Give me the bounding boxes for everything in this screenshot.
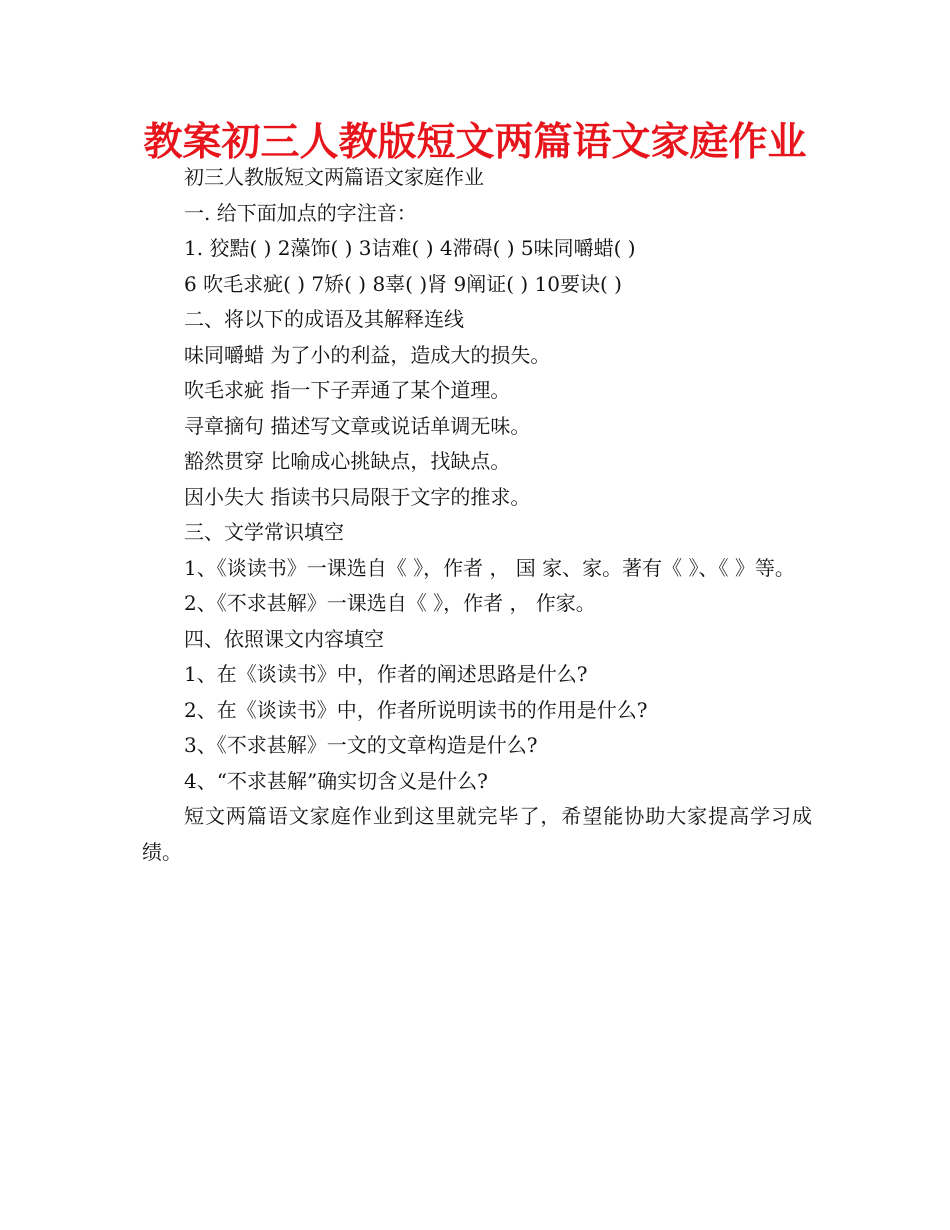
idiom-line: 豁然贯穿 比喻成心挑缺点，找缺点。: [184, 449, 511, 473]
literature-question-1: 1、《谈读书》一课选自《 》，作者 ， 国 家、家。著有《 》、《 》等。: [184, 555, 795, 580]
section-heading-4: 四、依照课文内容填空: [184, 626, 384, 651]
section-heading-3: 三、文学常识填空: [184, 520, 344, 544]
content-question: 3、《不求甚解》一文的文章构造是什么?: [184, 733, 538, 757]
literature-question-2: 2、《不求甚解》一课选自《 》，作者 ， 作家。: [184, 591, 596, 615]
document-title: 教案初三人教版短文两篇语文家庭作业: [143, 120, 807, 165]
idiom-line: 因小失大 指读书只局限于文字的推求。: [184, 484, 531, 509]
content-question: 1、在《谈读书》中，作者的阐述思路是什么?: [184, 662, 588, 686]
content-question: 4、“不求甚解”确实切含义是什么?: [184, 768, 488, 793]
content-question: 2、在《谈读书》中，作者所说明读书的作用是什么?: [184, 697, 648, 722]
section-heading-2: 二、将以下的成语及其解释连线: [184, 307, 464, 331]
idiom-line: 味同嚼蜡 为了小的利益，造成大的损失。: [184, 342, 551, 367]
idiom-line: 吹毛求疵 指一下子弄通了某个道理。: [184, 378, 511, 402]
document-body: [142, 160, 812, 870]
subtitle-line: 初三人教版短文两篇语文家庭作业: [184, 165, 484, 189]
section-heading-1: 一. 给下面加点的字注音：: [184, 200, 417, 225]
idiom-line: 寻章摘句 描述写文章或说话单调无味。: [184, 413, 531, 438]
pinyin-items-row-1: 1. 狡黠( ) 2藻饰( ) 3诘难( ) 4滞碍( ) 5味同嚼蜡( ): [184, 236, 636, 260]
closing-paragraph: 短文两篇语文家庭作业到这里就完毕了，希望能协助大家提高学习成绩。: [142, 804, 812, 864]
pinyin-items-row-2: 6 吹毛求疵( ) 7矫( ) 8辜( )肾 9阐证( ) 10要诀( ): [184, 271, 622, 296]
